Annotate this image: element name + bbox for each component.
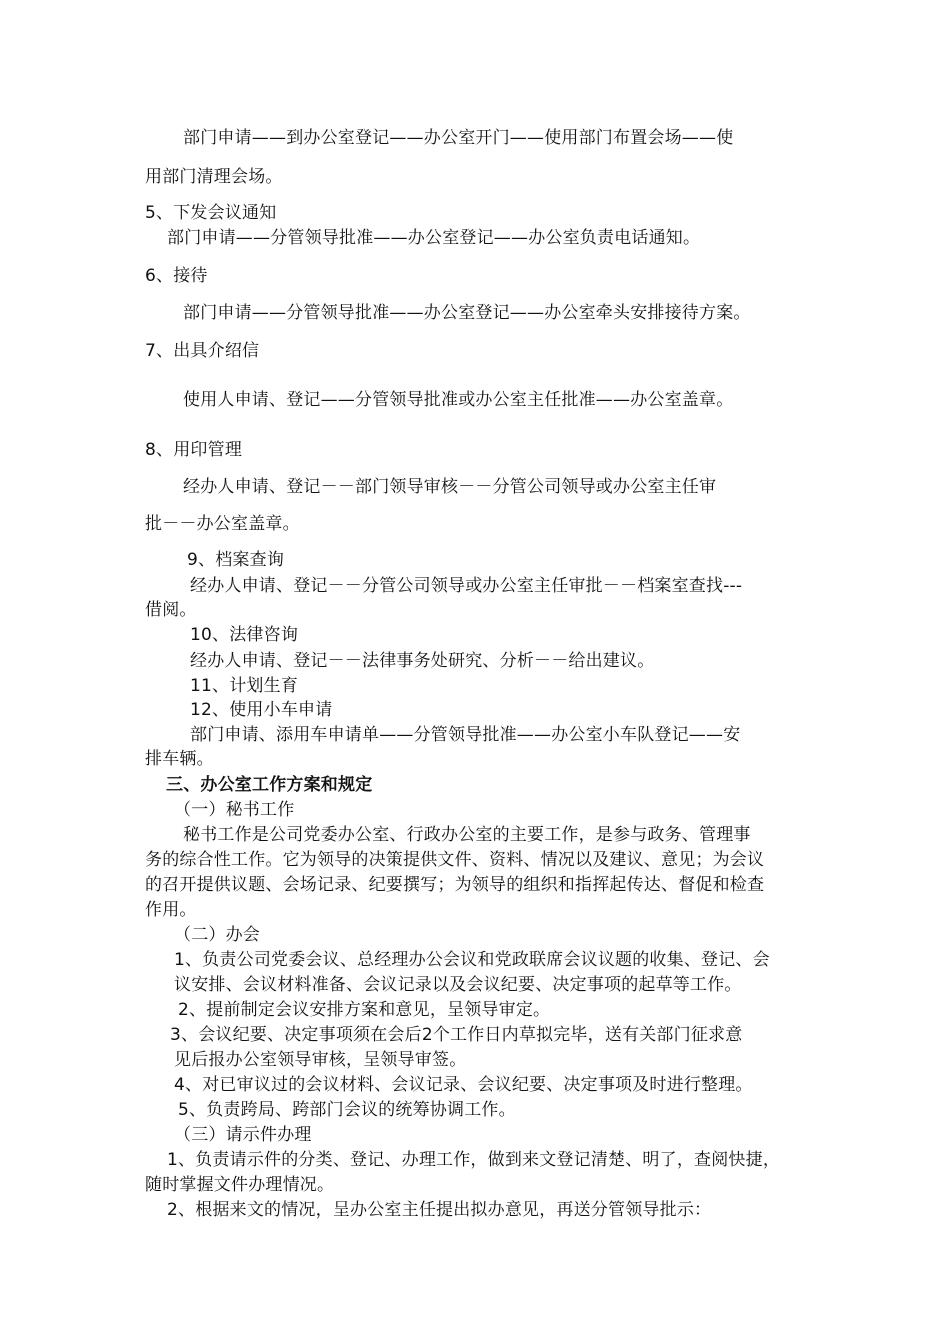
text-line: 经办人申请、登记－－部门领导审核－－分管公司领导或办公室主任审 <box>183 477 717 497</box>
text-line: 部门申请——到办公室登记——办公室开门——使用部门布置会场——使 <box>183 128 734 148</box>
section-heading: 11、计划生育 <box>190 676 299 696</box>
text-line: 的召开提供议题、会场记录、纪要撰写；为领导的组织和指挥起传达、督促和检查 <box>145 875 765 895</box>
text-line: 2、根据来文的情况，呈办公室主任提出拟办意见，再送分管领导批示： <box>167 1200 712 1220</box>
section-heading: 10、法律咨询 <box>190 625 299 645</box>
text-line: 部门申请——分管领导批准——办公室登记——办公室牵头安排接待方案。 <box>183 303 751 323</box>
text-line: 部门申请——分管领导批准——办公室登记——办公室负责电话通知。 <box>167 228 701 248</box>
text-line: 排车辆。 <box>145 749 214 769</box>
subsection-heading: （一）秘书工作 <box>174 800 295 820</box>
section-heading: 5、下发会议通知 <box>145 203 277 223</box>
text-line: 经办人申请、登记－－法律事务处研究、分析－－给出建议。 <box>190 651 655 671</box>
text-line: 5、负责跨局、跨部门会议的统筹协调工作。 <box>178 1100 516 1120</box>
text-line: 1、负责请示件的分类、登记、办理工作，做到来文登记清楚、明了，查阅快捷， <box>167 1150 781 1170</box>
text-line: 批－－办公室盖章。 <box>145 514 300 534</box>
text-line: 使用人申请、登记——分管领导批准或办公室主任批准——办公室盖章。 <box>183 390 734 410</box>
text-line: 务的综合性工作。它为领导的决策提供文件、资料、情况以及建议、意见；为会议 <box>145 850 765 870</box>
chapter-heading: 三、办公室工作方案和规定 <box>166 775 373 795</box>
text-line: 经办人申请、登记－－分管公司领导或办公室主任审批－－档案室查找--- <box>190 576 743 596</box>
section-heading: 6、接待 <box>145 266 208 286</box>
subsection-heading: （二）办会 <box>174 925 260 945</box>
text-line: 借阅。 <box>145 600 197 620</box>
text-line: 秘书工作是公司党委办公室、行政办公室的主要工作，是参与政务、管理事 <box>183 825 751 845</box>
text-line: 议安排、会议材料准备、会议记录以及会议纪要、决定事项的起草等工作。 <box>174 975 742 995</box>
section-heading: 7、出具介绍信 <box>145 341 260 361</box>
text-line: 3、会议纪要、决定事项须在会后2个工作日内草拟完毕，送有关部门征求意 <box>170 1025 743 1045</box>
text-line: 4、对已审议过的会议材料、会议记录、会议纪要、决定事项及时进行整理。 <box>174 1075 753 1095</box>
text-line: 随时掌握文件办理情况。 <box>145 1175 335 1195</box>
subsection-heading: （三）请示件办理 <box>174 1125 312 1145</box>
text-line: 用部门清理会场。 <box>145 167 283 187</box>
section-heading: 9、档案查询 <box>187 550 285 570</box>
text-line: 作用。 <box>145 900 197 920</box>
text-line: 部门申请、添用车申请单——分管领导批准——办公室小车队登记——安 <box>190 725 741 745</box>
text-line: 2、提前制定会议安排方案和意见，呈领导审定。 <box>178 1000 551 1020</box>
section-heading: 12、使用小车申请 <box>190 700 333 720</box>
section-heading: 8、用印管理 <box>145 440 243 460</box>
text-line: 1、负责公司党委会议、总经理办公会议和党政联席会议议题的收集、登记、会 <box>174 950 770 970</box>
text-line: 见后报办公室领导审核，呈领导审签。 <box>174 1050 467 1070</box>
